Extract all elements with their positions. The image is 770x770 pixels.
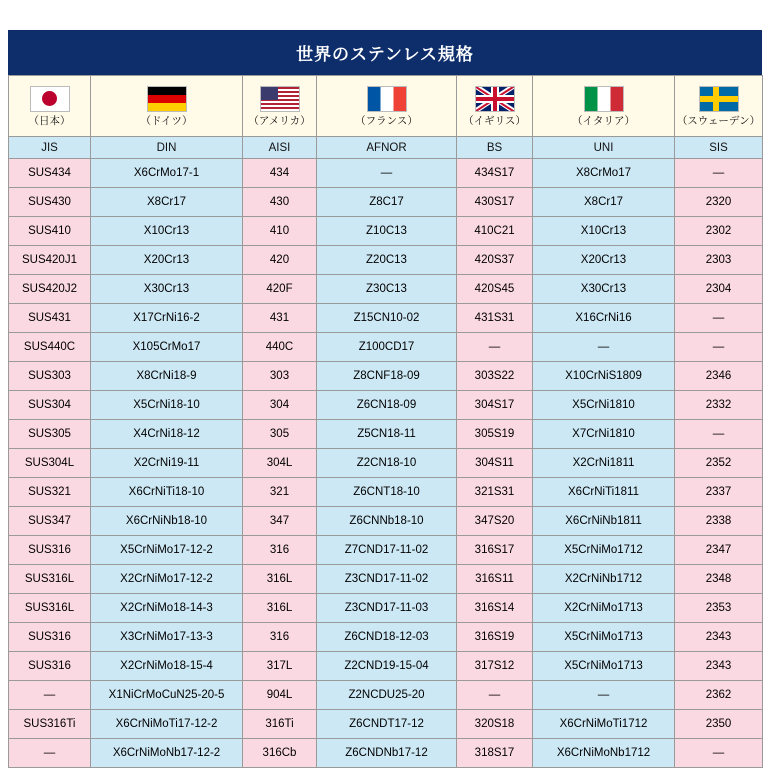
table-cell: 2350 — [675, 710, 763, 739]
table-cell: 2303 — [675, 246, 763, 275]
column-header-de — [91, 76, 243, 137]
table-row — [9, 623, 763, 652]
column-header-it — [533, 76, 675, 137]
table-cell: — — [533, 333, 675, 362]
country-label-se: （スウェーデン） — [676, 114, 761, 127]
table-cell: X6CrNiTi18-10 — [91, 478, 243, 507]
table-cell: 304L — [243, 449, 317, 478]
table-cell: X6CrNiMoTi17-12-2 — [91, 710, 243, 739]
table-cell: X10Cr13 — [533, 217, 675, 246]
table-cell: X8CrMo17 — [533, 159, 675, 188]
table-cell: SUS316L — [9, 594, 91, 623]
table-cell: SUS316L — [9, 565, 91, 594]
table-cell: X2CrNiMo1713 — [533, 594, 675, 623]
table-cell: 320S18 — [457, 710, 533, 739]
table-cell: Z2NCDU25-20 — [317, 681, 457, 710]
table-cell: — — [675, 739, 763, 768]
table-cell: X6CrMo17-1 — [91, 159, 243, 188]
table-cell: — — [9, 739, 91, 768]
table-cell: X5CrNiMo1713 — [533, 623, 675, 652]
column-header-fr — [317, 76, 457, 137]
table-cell: — — [533, 681, 675, 710]
table-cell: 2348 — [675, 565, 763, 594]
table-cell: X4CrNi18-12 — [91, 420, 243, 449]
table-cell: 2332 — [675, 391, 763, 420]
table-cell: 2347 — [675, 536, 763, 565]
table-row — [9, 652, 763, 681]
table-cell: 410C21 — [457, 217, 533, 246]
table-cell: Z3CND17-11-02 — [317, 565, 457, 594]
table-cell: X5CrNi18-10 — [91, 391, 243, 420]
table-cell: Z15CN10-02 — [317, 304, 457, 333]
table-cell: 318S17 — [457, 739, 533, 768]
country-label-jp: （日本） — [28, 114, 71, 127]
table-row — [9, 275, 763, 304]
table-cell: 316S17 — [457, 536, 533, 565]
table-cell: 440C — [243, 333, 317, 362]
table-cell: 420S37 — [457, 246, 533, 275]
table-row — [9, 188, 763, 217]
table-cell: X5CrNiMo1712 — [533, 536, 675, 565]
flag-se-icon — [699, 86, 739, 112]
table-cell: — — [9, 681, 91, 710]
table-cell: X6CrNiNb18-10 — [91, 507, 243, 536]
table-cell: — — [675, 333, 763, 362]
table-row — [9, 739, 763, 768]
table-cell: X6CrNiMoTi1712 — [533, 710, 675, 739]
table-cell: 420F — [243, 275, 317, 304]
table-cell: X2CrNiMo18-14-3 — [91, 594, 243, 623]
table-cell: SUS316Ti — [9, 710, 91, 739]
table-row — [9, 710, 763, 739]
table-cell: 305 — [243, 420, 317, 449]
table-row — [9, 594, 763, 623]
table-cell: 316S11 — [457, 565, 533, 594]
table-cell: — — [675, 304, 763, 333]
standard-name-sis: SIS — [675, 137, 763, 159]
table-cell: Z6CN18-09 — [317, 391, 457, 420]
table-cell: 904L — [243, 681, 317, 710]
table-cell: Z7CND17-11-02 — [317, 536, 457, 565]
table-cell: X7CrNi1810 — [533, 420, 675, 449]
table-cell: Z6CNDT17-12 — [317, 710, 457, 739]
table-row — [9, 420, 763, 449]
table-cell: SUS410 — [9, 217, 91, 246]
table-cell: X6CrNiMoNb17-12-2 — [91, 739, 243, 768]
table-cell: 304 — [243, 391, 317, 420]
table-cell: SUS316 — [9, 652, 91, 681]
table-cell: X3CrNiMo17-13-3 — [91, 623, 243, 652]
table-cell: 303S22 — [457, 362, 533, 391]
table-row — [9, 217, 763, 246]
table-cell: SUS420J2 — [9, 275, 91, 304]
table-row — [9, 362, 763, 391]
table-cell: X5CrNiMo17-12-2 — [91, 536, 243, 565]
flag-jp-icon — [30, 86, 70, 112]
standard-name-din: DIN — [91, 137, 243, 159]
table-cell: 316S14 — [457, 594, 533, 623]
column-header-us — [243, 76, 317, 137]
table-cell: 316 — [243, 536, 317, 565]
column-header-jp — [9, 76, 91, 137]
table-cell: Z100CD17 — [317, 333, 457, 362]
table-cell: X10Cr13 — [91, 217, 243, 246]
table-cell: X2CrNiNb1712 — [533, 565, 675, 594]
table-cell: X16CrNi16 — [533, 304, 675, 333]
table-cell: 430S17 — [457, 188, 533, 217]
table-cell: X8Cr17 — [91, 188, 243, 217]
stainless-standards-table — [8, 75, 763, 768]
standards-table-container — [8, 30, 762, 768]
table-cell: X30Cr13 — [91, 275, 243, 304]
table-cell: 2343 — [675, 652, 763, 681]
table-cell: 420S45 — [457, 275, 533, 304]
table-cell: — — [675, 420, 763, 449]
table-cell: 347S20 — [457, 507, 533, 536]
table-row — [9, 304, 763, 333]
standard-name-aisi: AISI — [243, 137, 317, 159]
table-cell: 2337 — [675, 478, 763, 507]
flag-fr-icon — [367, 86, 407, 112]
table-cell: X2CrNi1811 — [533, 449, 675, 478]
table-cell: Z5CN18-11 — [317, 420, 457, 449]
table-cell: X105CrMo17 — [91, 333, 243, 362]
table-cell: SUS305 — [9, 420, 91, 449]
table-cell: 410 — [243, 217, 317, 246]
table-cell: 316Ti — [243, 710, 317, 739]
table-cell: X8CrNi18-9 — [91, 362, 243, 391]
flag-de-icon — [147, 86, 187, 112]
table-cell: X10CrNiS1809 — [533, 362, 675, 391]
column-header-gb — [457, 76, 533, 137]
table-row — [9, 478, 763, 507]
standard-name-afnor: AFNOR — [317, 137, 457, 159]
standard-name-jis: JIS — [9, 137, 91, 159]
table-cell: — — [317, 159, 457, 188]
table-cell: Z8CNF18-09 — [317, 362, 457, 391]
table-cell: 431S31 — [457, 304, 533, 333]
table-row — [9, 536, 763, 565]
table-cell: X17CrNi16-2 — [91, 304, 243, 333]
table-cell: Z2CN18-10 — [317, 449, 457, 478]
table-cell: 316Cb — [243, 739, 317, 768]
table-cell: X6CrNiNb1811 — [533, 507, 675, 536]
table-cell: Z2CND19-15-04 — [317, 652, 457, 681]
table-cell: 434S17 — [457, 159, 533, 188]
table-cell: X1NiCrMoCuN25-20-5 — [91, 681, 243, 710]
table-cell: X2CrNiMo17-12-2 — [91, 565, 243, 594]
table-row — [9, 507, 763, 536]
country-label-fr: （フランス） — [355, 114, 418, 127]
table-cell: Z6CNNb18-10 — [317, 507, 457, 536]
table-cell: 434 — [243, 159, 317, 188]
table-cell: 2320 — [675, 188, 763, 217]
flag-it-icon — [584, 86, 624, 112]
table-cell: X20Cr13 — [533, 246, 675, 275]
table-cell: 2362 — [675, 681, 763, 710]
table-cell: Z30C13 — [317, 275, 457, 304]
table-cell: X6CrNiTi1811 — [533, 478, 675, 507]
table-cell: X2CrNi19-11 — [91, 449, 243, 478]
table-cell: X8Cr17 — [533, 188, 675, 217]
flag-us-icon — [260, 86, 300, 112]
table-row — [9, 333, 763, 362]
table-row — [9, 159, 763, 188]
table-cell: — — [675, 159, 763, 188]
table-cell: 347 — [243, 507, 317, 536]
table-cell: Z20C13 — [317, 246, 457, 275]
table-cell: 2302 — [675, 217, 763, 246]
table-cell: 2343 — [675, 623, 763, 652]
table-cell: SUS321 — [9, 478, 91, 507]
table-cell: 2353 — [675, 594, 763, 623]
table-cell: SUS430 — [9, 188, 91, 217]
table-row — [9, 565, 763, 594]
table-cell: 321 — [243, 478, 317, 507]
table-cell: SUS431 — [9, 304, 91, 333]
table-cell: Z3CND17-11-03 — [317, 594, 457, 623]
table-cell: 431 — [243, 304, 317, 333]
table-cell: SUS303 — [9, 362, 91, 391]
standard-name-row — [9, 137, 763, 159]
table-cell: X6CrNiMoNb1712 — [533, 739, 675, 768]
table-cell: 420 — [243, 246, 317, 275]
country-label-us: （アメリカ） — [248, 114, 311, 127]
country-label-it: （イタリア） — [572, 114, 635, 127]
table-cell: X30Cr13 — [533, 275, 675, 304]
standard-name-bs: BS — [457, 137, 533, 159]
table-body — [9, 159, 763, 768]
table-cell: 316L — [243, 565, 317, 594]
table-cell: 2346 — [675, 362, 763, 391]
table-cell: X20Cr13 — [91, 246, 243, 275]
table-cell: X5CrNiMo1713 — [533, 652, 675, 681]
table-cell: SUS440C — [9, 333, 91, 362]
table-row — [9, 449, 763, 478]
table-cell: SUS304L — [9, 449, 91, 478]
table-cell: Z6CND18-12-03 — [317, 623, 457, 652]
table-cell: 316S19 — [457, 623, 533, 652]
column-header-se — [675, 76, 763, 137]
table-cell: SUS316 — [9, 623, 91, 652]
table-cell: Z6CNDNb17-12 — [317, 739, 457, 768]
table-cell: 2304 — [675, 275, 763, 304]
table-cell: 304S17 — [457, 391, 533, 420]
table-cell: 430 — [243, 188, 317, 217]
table-cell: 303 — [243, 362, 317, 391]
table-cell: 2338 — [675, 507, 763, 536]
flag-gb-icon — [475, 86, 515, 112]
table-cell: SUS304 — [9, 391, 91, 420]
table-cell: 2352 — [675, 449, 763, 478]
country-label-gb: （イギリス） — [463, 114, 526, 127]
country-label-de: （ドイツ） — [140, 114, 193, 127]
table-cell: 304S11 — [457, 449, 533, 478]
table-cell: X5CrNi1810 — [533, 391, 675, 420]
table-cell: 316 — [243, 623, 317, 652]
table-cell: 316L — [243, 594, 317, 623]
table-cell: X2CrNiMo18-15-4 — [91, 652, 243, 681]
table-cell: SUS434 — [9, 159, 91, 188]
table-cell: SUS347 — [9, 507, 91, 536]
table-cell: SUS316 — [9, 536, 91, 565]
standard-name-uni: UNI — [533, 137, 675, 159]
table-cell: Z8C17 — [317, 188, 457, 217]
table-row — [9, 391, 763, 420]
table-cell: SUS420J1 — [9, 246, 91, 275]
flag-header-row — [9, 76, 763, 137]
table-cell: Z10C13 — [317, 217, 457, 246]
table-cell: 317S12 — [457, 652, 533, 681]
page-title: 世界のステンレス規格 — [8, 30, 762, 75]
table-cell: 317L — [243, 652, 317, 681]
table-row — [9, 246, 763, 275]
table-cell: — — [457, 333, 533, 362]
table-row — [9, 681, 763, 710]
table-cell: Z6CNT18-10 — [317, 478, 457, 507]
table-cell: 321S31 — [457, 478, 533, 507]
table-cell: — — [457, 681, 533, 710]
table-cell: 305S19 — [457, 420, 533, 449]
